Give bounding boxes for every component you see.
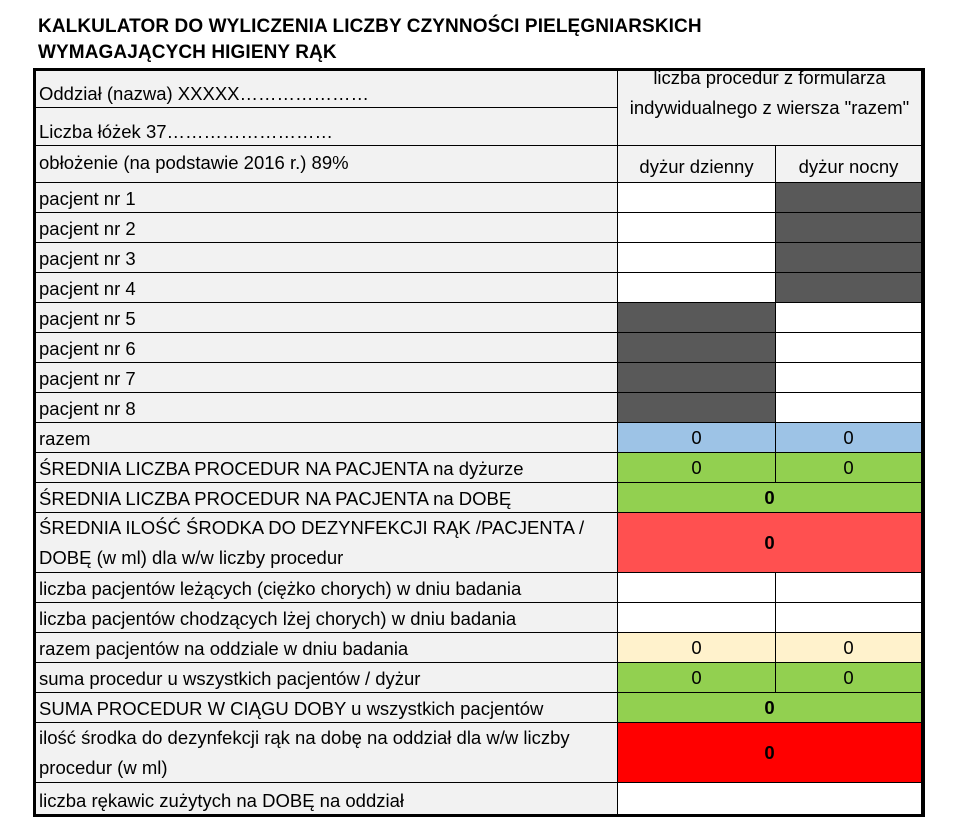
lozka-cell[interactable] xyxy=(36,108,618,146)
patient-night-input[interactable] xyxy=(776,303,922,333)
rekawice-input[interactable] xyxy=(618,783,922,814)
patient-night-shaded-cell xyxy=(776,213,922,243)
patient-night-input[interactable] xyxy=(776,393,922,423)
patient-day-shaded-cell xyxy=(618,303,776,333)
patient-night-shaded-cell xyxy=(776,243,922,273)
patient-label: pacjent nr 3 xyxy=(36,243,618,273)
suma-doby-value: 0 xyxy=(618,693,922,723)
title-line-1: KALKULATOR DO WYLICZENIA LICZBY CZYNNOŚCI PIELĘGNIARSKICH xyxy=(38,16,702,37)
srednia-dyzur-label: ŚREDNIA LICZBA PROCEDUR NA PACJENTA na dyżurze xyxy=(36,453,618,483)
patient-day-input[interactable] xyxy=(618,213,776,243)
srednia-dobe-value: 0 xyxy=(618,483,922,513)
calculator-table xyxy=(33,68,925,817)
srodek-pacjent-label: ŚREDNIA ILOŚĆ ŚRODKA DO DEZYNFEKCJI RĄK /PACJENTA / DOBĘ (w ml) dla w/w liczby procedur xyxy=(36,513,618,573)
oddzial-cell[interactable] xyxy=(36,71,618,108)
col-day-header: dyżur dzienny xyxy=(618,146,776,183)
srednia-dyzur-day-value: 0 xyxy=(618,453,776,483)
suma-doby-label: SUMA PROCEDUR W CIĄGU DOBY u wszystkich pacjentów xyxy=(36,693,618,723)
patient-label: pacjent nr 6 xyxy=(36,333,618,363)
chodzacych-label: liczba pacjentów chodzących lżej chorych) w dniu badania xyxy=(36,603,618,633)
suma-dyzur-day-value: 0 xyxy=(618,663,776,693)
oddzial-label: Oddział (nazwa) XXXXX………………… xyxy=(39,83,370,104)
page-title xyxy=(38,14,702,66)
srodek-oddzial-label: ilość środka do dezynfekcji rąk na dobę na oddział dla w/w liczby procedur (w ml) xyxy=(36,723,618,783)
patient-label: pacjent nr 7 xyxy=(36,363,618,393)
lezacych-day-input[interactable] xyxy=(618,573,776,603)
rekawice-label: liczba rękawic zużytych na DOBĘ na oddział xyxy=(36,783,618,814)
col-night-header: dyżur nocny xyxy=(776,146,922,183)
title-line-2: WYMAGAJĄCYCH HIGIENY RĄK xyxy=(38,42,337,63)
lozka-label: Liczba łóżek 37……………………… xyxy=(39,121,334,142)
patient-label: pacjent nr 2 xyxy=(36,213,618,243)
patient-day-input[interactable] xyxy=(618,273,776,303)
suma-dyzur-night-value: 0 xyxy=(776,663,922,693)
patient-label: pacjent nr 4 xyxy=(36,273,618,303)
oblozenie-cell[interactable] xyxy=(36,146,618,183)
patient-night-shaded-cell xyxy=(776,183,922,213)
patient-day-shaded-cell xyxy=(618,363,776,393)
patient-day-shaded-cell xyxy=(618,393,776,423)
razem-day-value: 0 xyxy=(618,423,776,453)
patient-label: pacjent nr 8 xyxy=(36,393,618,423)
srodek-oddzial-value: 0 xyxy=(618,723,922,783)
suma-dyzur-label: suma procedur u wszystkich pacjentów / dyżur xyxy=(36,663,618,693)
razem-pacjentow-day-value: 0 xyxy=(618,633,776,663)
patient-day-shaded-cell xyxy=(618,333,776,363)
razem-pacjentow-label: razem pacjentów na oddziale w dniu badania xyxy=(36,633,618,663)
lezacych-label: liczba pacjentów leżących (ciężko chorych) w dniu badania xyxy=(36,573,618,603)
procedures-header xyxy=(618,71,922,146)
razem-pacjentow-night-value: 0 xyxy=(776,633,922,663)
razem-night-value: 0 xyxy=(776,423,922,453)
patient-label: pacjent nr 1 xyxy=(36,183,618,213)
srodek-pacjent-value: 0 xyxy=(618,513,922,573)
chodzacych-day-input[interactable] xyxy=(618,603,776,633)
patient-label: pacjent nr 5 xyxy=(36,303,618,333)
srednia-dobe-label: ŚREDNIA LICZBA PROCEDUR NA PACJENTA na DOBĘ xyxy=(36,483,618,513)
srednia-dyzur-night-value: 0 xyxy=(776,453,922,483)
procedures-header-text: liczba procedur z formularza indywidualnego z wiersza "razem" xyxy=(629,71,910,118)
oblozenie-label: obłożenie (na podstawie 2016 r.) 89% xyxy=(39,152,349,173)
chodzacych-night-input[interactable] xyxy=(776,603,922,633)
patient-night-input[interactable] xyxy=(776,363,922,393)
patient-night-input[interactable] xyxy=(776,333,922,363)
razem-label: razem xyxy=(36,423,618,453)
lezacych-night-input[interactable] xyxy=(776,573,922,603)
patient-day-input[interactable] xyxy=(618,243,776,273)
patient-day-input[interactable] xyxy=(618,183,776,213)
patient-night-shaded-cell xyxy=(776,273,922,303)
